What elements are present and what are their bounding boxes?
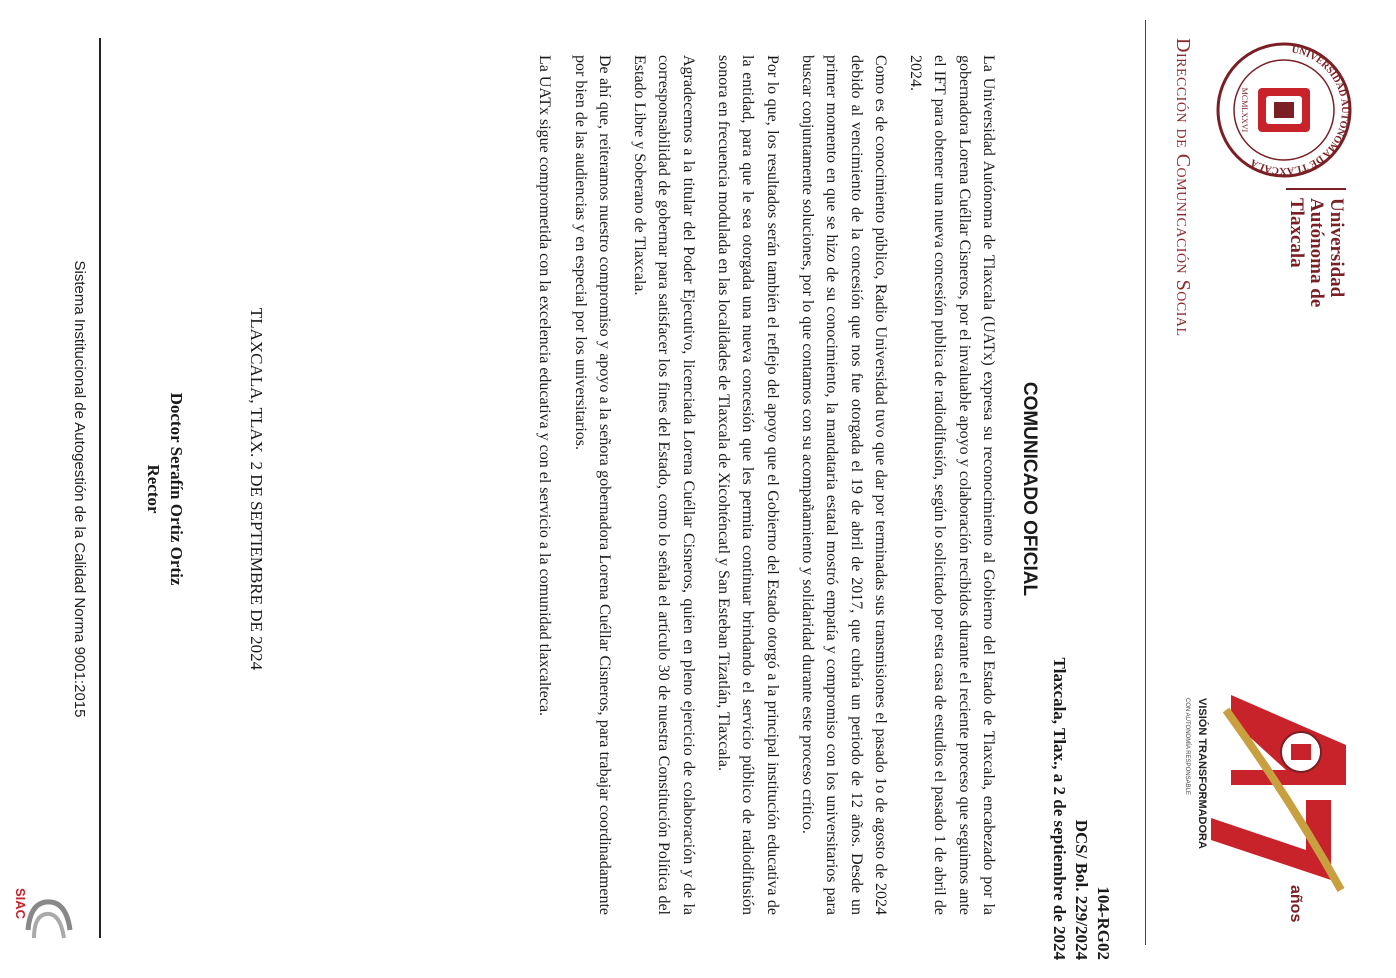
signature-block [142,0,188,978]
svg-text:CON AUTONOMÍA RESPONSABLE: CON AUTONOMÍA RESPONSABLE [1184,698,1190,795]
header-divider [1145,20,1146,945]
university-name [1286,188,1346,328]
body-paragraph: Agradecemos a la titular del Poder Ejecutivo, licenciada Lorena Cuéllar Cisneros, quien en pleno ejercicio de colaboración y de la corresponsabilidad de gobernar para satisfacer los fines del Estado, como lo señala el artículo 30 de nuestra Constitución Política del Estado Libre y Soberano de Tlaxcala. [631,55,697,915]
bulletin-number: DCS/ Bol. 229/2024 [1072,819,1091,960]
svg-text:años: años [1287,885,1304,923]
signer-role: Rector [144,464,163,514]
body-paragraph: La Universidad Autónoma de Tlaxcala (UATx) expresa su reconocimiento al Gobierno del Estado de Tlaxcala, encabezado por la gobernadora Lorena Cuéllar Cisneros, por el invaluable apoyo y colaboración recibidos durante el reciente proceso que seguimos ante el IFT para obtener una nueva concesión publica de radiodifusión, según lo solicitado por esta casa de estudios el pasado 1 de abril de 2024. [907,55,997,915]
body-paragraph: De ahí que, reiteramos nuestro compromiso y apoyo a la señora gobernadora Lorena Cuéllar Cisneros, para trabajar coordinadamente por bien de las audiencias y en especial por los universitarios. [571,55,613,915]
university-name-line-2: Autónoma de [1306,198,1327,308]
document-references [1048,560,1114,960]
document-date: Tlaxcala, Tlax., a 2 de septiembre de 2024 [1050,657,1069,960]
university-seal-logo [1214,40,1354,180]
university-name-line-1: Universidad [1326,198,1347,298]
anniversary-logo [1176,690,1351,925]
footer-text: Sistema Institucional de Autogestión de la Calidad Norma 9001:2015 [71,260,88,718]
footer-divider [99,38,101,938]
department-name: Dirección de Comunicación Social [1172,38,1194,337]
document-title: COMUNICADO OFICIAL [1019,381,1040,597]
closing-place-date: TLAXCALA, TLAX. 2 DE SEPTIEMBRE DE 2024 [247,307,266,671]
document-body [521,55,1000,915]
siac-logo [12,880,78,958]
svg-text:SIAC: SIAC [13,888,28,920]
svg-text:VISIÓN TRANSFORMADORA: VISIÓN TRANSFORMADORA [1196,698,1208,849]
body-paragraph: Por lo que, los resultados serán también el reflejo del apoyo que el Gobierno del Estado otorgó a la principal institución educativa de la entidad, para que le sea otorgada una nueva concesión que les permita continuar brindando el servicio público de radiodifusión sonora en frecuencia modulada en las localidades de Tlaxcala de Xicohténcatl y San Esteban Tizatlán, Tlaxcala. [715,55,781,915]
body-paragraph: La UATx sigue comprometida con la excelencia educativa y con el servicio a la comunidad tlaxcalteca. [536,55,554,717]
body-paragraph: Como es de conocimiento público, Radio Universidad tuvo que dar por terminadas sus transmisiones el pasado 1o de agosto de 2024 debido al vencimiento de la concesión que nos fue otorgada el 19 de abril de 2017, que cubría un periodo de 12 años. Desde un primer momento en que se hizo de su conocimiento, la mandataria estatal mostró empatía y compromiso con los universitarios para buscar conjuntamente soluciones, por lo que contamos con su acompañamiento y solidaridad durante este proceso crítico. [798,55,889,915]
svg-text:MCMLXXVI: MCMLXXVI [1240,87,1249,133]
university-name-line-3: Tlaxcala [1286,198,1307,268]
signer-name: Doctor Serafín Ortiz Ortiz [167,392,186,586]
document-code: 104-RG02 [1094,886,1113,960]
svg-text:UNIVERSIDAD AUTÓNOMA DE TLAXCA: UNIVERSIDAD AUTÓNOMA DE TLAXCALA [1248,44,1351,177]
